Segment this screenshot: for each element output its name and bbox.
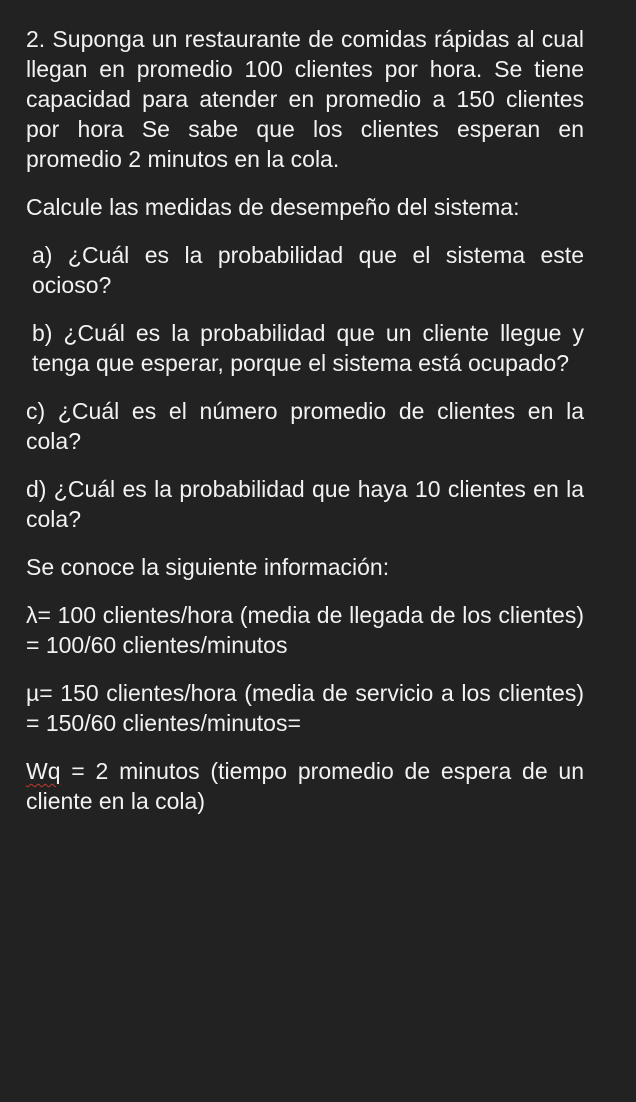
wq-line bbox=[26, 756, 584, 816]
question-c: c) ¿Cuál es el número promedio de clientes en la cola? bbox=[26, 398, 584, 454]
question-d: d) ¿Cuál es la probabilidad que haya 10 clientes en la cola? bbox=[26, 476, 584, 532]
question-a: a) ¿Cuál es la probabilidad que el sistema este ocioso? bbox=[32, 242, 584, 298]
mu-line: µ= 150 clientes/hora (media de servicio a los clientes) = 150/60 clientes/minutos= bbox=[26, 680, 584, 736]
info-heading: Se conoce la siguiente información: bbox=[26, 554, 390, 580]
wq-symbol: Wq bbox=[26, 758, 61, 784]
problem-document bbox=[26, 24, 584, 834]
question-b: b) ¿Cuál es la probabilidad que un cliente llegue y tenga que esperar, porque el sistema está ocupado? bbox=[32, 320, 584, 376]
instruction-text: Calcule las medidas de desempeño del sistema: bbox=[26, 194, 520, 220]
lambda-line: λ= 100 clientes/hora (media de llegada de los clientes) = 100/60 clientes/minutos bbox=[26, 602, 584, 658]
wq-definition: = 2 minutos (tiempo promedio de espera de un cliente en la cola) bbox=[26, 758, 584, 814]
problem-statement: 2. Suponga un restaurante de comidas rápidas al cual llegan en promedio 100 clientes por hora. Se tiene capacidad para atender en promedio a 150 clientes por hora Se sabe que los clientes esperan en promedio 2 minutos en la cola. bbox=[26, 26, 584, 172]
